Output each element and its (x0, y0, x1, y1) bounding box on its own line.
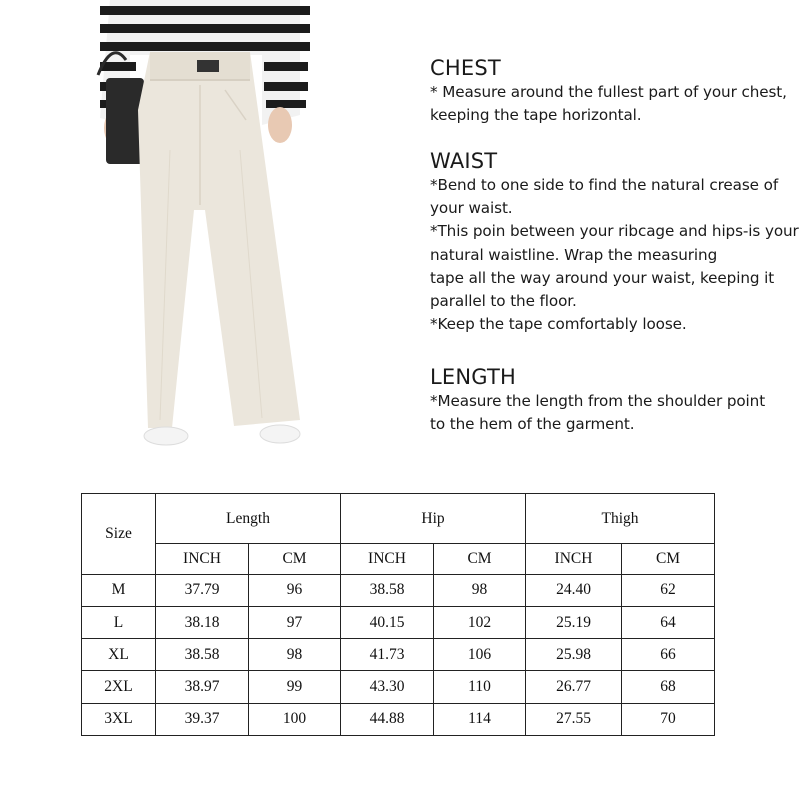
size-cell: M (82, 574, 156, 606)
length-section (430, 364, 765, 436)
unit-header: INCH (526, 544, 622, 574)
table-cell: 98 (249, 639, 341, 671)
size-cell: L (82, 606, 156, 638)
table-cell: 43.30 (341, 671, 434, 703)
table-cell: 110 (434, 671, 526, 703)
waist-text: *Bend to one side to find the natural crease of your waist. *This poin between your ribcage and hips-is your natural waistline. Wrap the measuring tape all the way around your waist, keeping it parallel to the floor. *Keep the tape comfortably loose. (430, 176, 799, 334)
size-chart-table (81, 493, 715, 736)
unit-header: CM (249, 544, 341, 574)
pants-illustration (0, 0, 400, 460)
table-cell: 66 (622, 639, 715, 671)
table-row (82, 639, 715, 671)
waist-section (430, 148, 799, 336)
table-cell: 106 (434, 639, 526, 671)
table-cell: 38.58 (156, 639, 249, 671)
table-cell: 96 (249, 574, 341, 606)
table-cell: 68 (622, 671, 715, 703)
table-cell: 25.19 (526, 606, 622, 638)
table-row (82, 671, 715, 703)
table-cell: 99 (249, 671, 341, 703)
table-cell: 44.88 (341, 703, 434, 735)
table-cell: 38.97 (156, 671, 249, 703)
waist-label-patch (197, 60, 219, 72)
table-cell: 64 (622, 606, 715, 638)
table-cell: 37.79 (156, 574, 249, 606)
unit-header: INCH (156, 544, 249, 574)
right-shoe (260, 425, 300, 443)
unit-header: CM (434, 544, 526, 574)
table-cell: 40.15 (341, 606, 434, 638)
thigh-header: Thigh (526, 494, 715, 544)
waist-title: WAIST (430, 149, 498, 173)
chest-section (430, 55, 787, 127)
chest-title: CHEST (430, 56, 501, 80)
table-cell: 41.73 (341, 639, 434, 671)
left-shoe (144, 427, 188, 445)
table-cell: 25.98 (526, 639, 622, 671)
right-hand (268, 107, 292, 143)
table-cell: 39.37 (156, 703, 249, 735)
unit-header: INCH (341, 544, 434, 574)
table-cell: 38.58 (341, 574, 434, 606)
table-cell: 102 (434, 606, 526, 638)
table-cell: 114 (434, 703, 526, 735)
table-cell: 26.77 (526, 671, 622, 703)
table-row (82, 703, 715, 735)
size-cell: 2XL (82, 671, 156, 703)
length-title: LENGTH (430, 365, 517, 389)
table-cell: 24.40 (526, 574, 622, 606)
product-photo (0, 0, 400, 460)
table-cell: 62 (622, 574, 715, 606)
length-text: *Measure the length from the shoulder point to the hem of the garment. (430, 392, 766, 434)
table-row (82, 606, 715, 638)
table-cell: 27.55 (526, 703, 622, 735)
size-cell: XL (82, 639, 156, 671)
size-cell: 3XL (82, 703, 156, 735)
hip-header: Hip (341, 494, 526, 544)
table-cell: 97 (249, 606, 341, 638)
unit-header: CM (622, 544, 715, 574)
size-header: Size (82, 494, 156, 575)
table-cell: 70 (622, 703, 715, 735)
table-unit-row (82, 544, 715, 574)
table-header-row (82, 494, 715, 544)
table-cell: 38.18 (156, 606, 249, 638)
table-cell: 98 (434, 574, 526, 606)
table-cell: 100 (249, 703, 341, 735)
table-row (82, 574, 715, 606)
length-header: Length (156, 494, 341, 544)
chest-text: * Measure around the fullest part of your chest, keeping the tape horizontal. (430, 83, 787, 125)
